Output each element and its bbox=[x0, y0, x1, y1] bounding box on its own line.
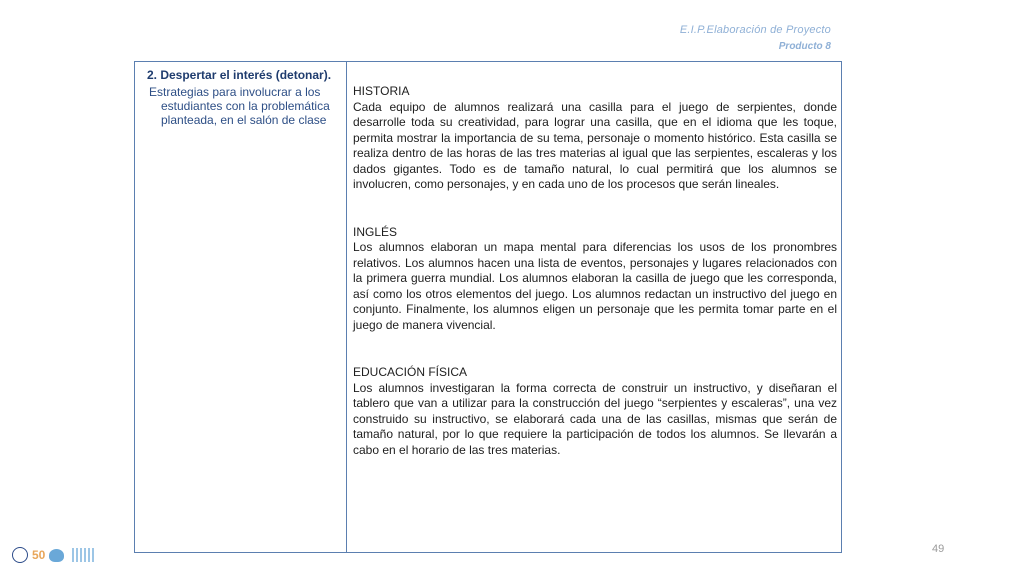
left-column bbox=[135, 62, 347, 552]
stage-description: Estrategias para involucrar a los estudiantes con la problemática planteada, en el salón de clase bbox=[149, 85, 330, 127]
page-number: 49 bbox=[932, 543, 945, 555]
footer-logos bbox=[12, 547, 94, 563]
stripes-decoration-icon bbox=[72, 548, 94, 562]
university-seal-icon bbox=[12, 547, 28, 563]
section-title: EDUCACIÓN FÍSICA bbox=[353, 365, 468, 379]
section-title: HISTORIA bbox=[353, 84, 410, 98]
section-body: Los alumnos investigaran la forma correcta de construir un instructivo, y diseñaran el tablero que van a utilizar para la construcción del juego “serpientes y escaleras”, una vez construido su instructivo, se elaborará cada una de las casillas, mismas que serán de tamaño natural, por lo que requiere la participación de todos los alumnos. Se llevarán a cabo en el horario de las tres materias. bbox=[353, 380, 837, 457]
header-product-label: Producto 8 bbox=[778, 41, 831, 52]
section-body: Cada equipo de alumnos realizará una casilla para el juego de serpientes, donde desarrolle toda su creatividad, para lograr una casilla, que en el idioma que les toque, permita mostrar la importancia de su tema, personaje o momento histórico. Esta casilla se realiza dentro de las horas de las tres materias al igual que las serpientes, escaleras y los dados gigantes. Todo es de tamaño natural, lo cual permitirá que los alumnos se involucren, como personajes, y en cada uno de los procesos que serán lineales. bbox=[353, 99, 837, 191]
content-table bbox=[134, 61, 842, 553]
brand-mark-icon bbox=[49, 549, 64, 562]
section-body: Los alumnos elaboran un mapa mental para diferencias los usos de los pronombres relativos. Los alumnos hacen una lista de eventos, personajes y lugares relacionados con la primera guerra mundial. Los alumnos elaboran la casilla de juego que les corresponda, así como los otros elementos del juego. Los alumnos redactan un instructivo del juego en conjunto. Finalmente, los alumnos eligen un personaje que les permita tomar parte en el juego de manera vivencial. bbox=[353, 240, 837, 332]
section-title: INGLÉS bbox=[353, 224, 398, 239]
header-project-title: E.I.P.Elaboración de Proyecto bbox=[679, 24, 831, 36]
section-educacion-fisica bbox=[353, 365, 837, 458]
right-column bbox=[347, 62, 841, 552]
anniversary-logo: 50 bbox=[32, 548, 46, 562]
section-historia bbox=[353, 84, 837, 193]
section-ingles bbox=[353, 225, 837, 334]
stage-title: 2. Despertar el interés (detonar). bbox=[147, 68, 332, 82]
